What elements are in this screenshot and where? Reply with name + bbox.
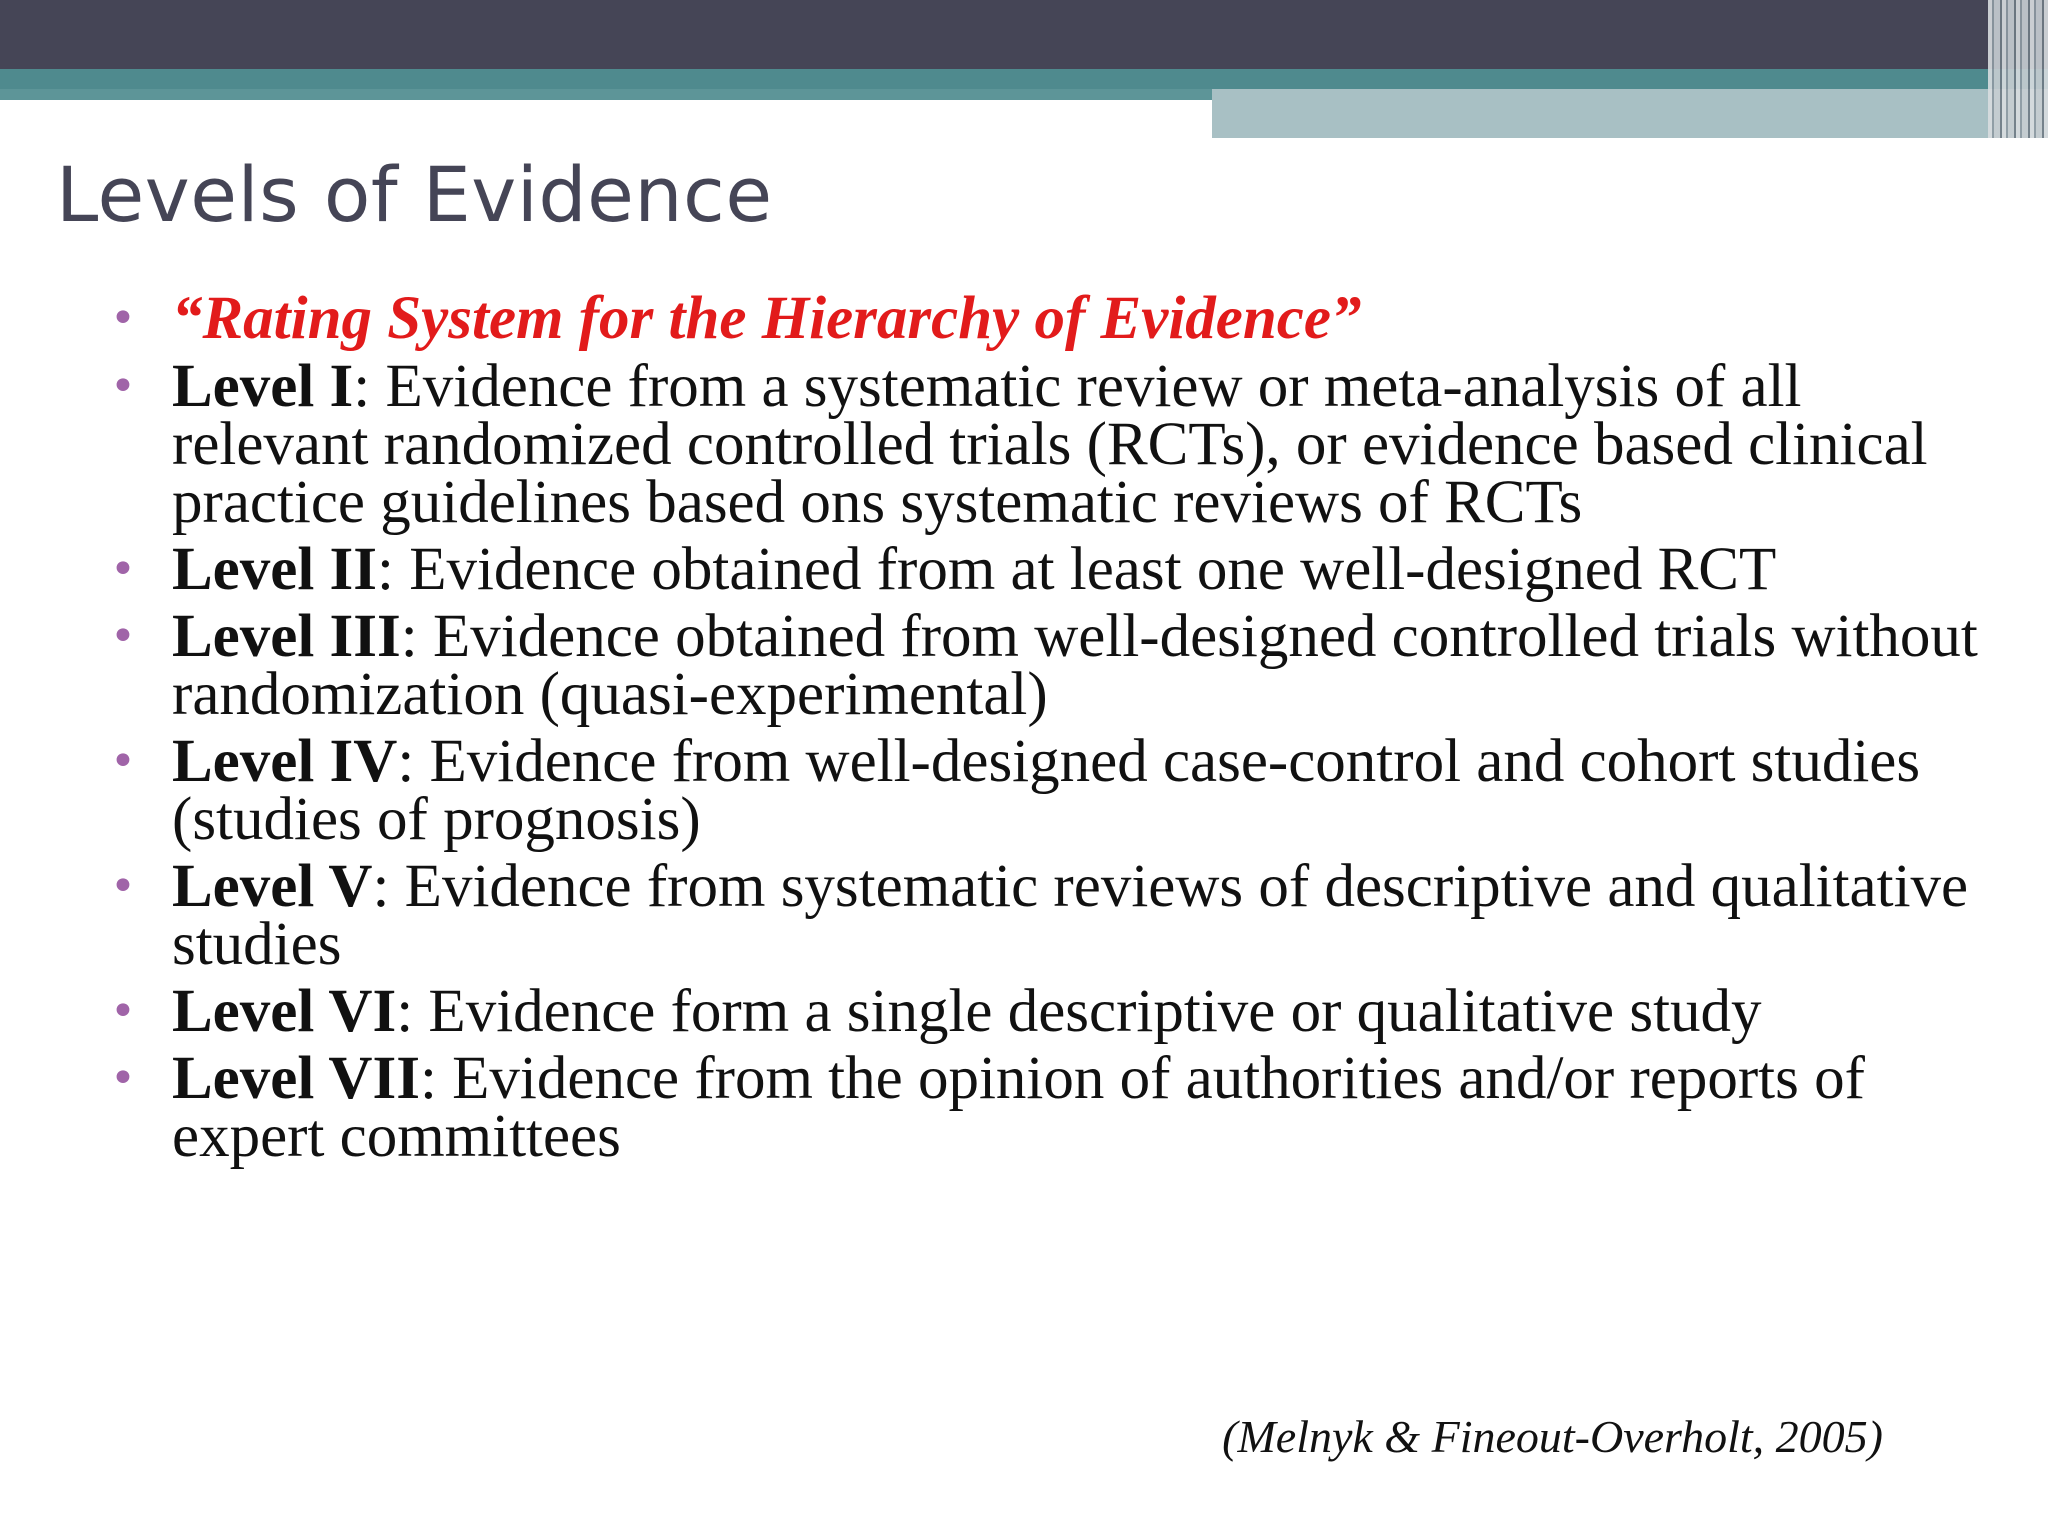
- level-label: Level III: [172, 603, 401, 670]
- slide-title: Levels of Evidence: [56, 150, 773, 239]
- bullet-icon: •: [110, 861, 136, 912]
- level-label: Level II: [172, 536, 378, 603]
- list-item-level-2: [110, 536, 1990, 603]
- list-item-level-3: [110, 603, 1990, 728]
- bullet-icon: •: [110, 293, 136, 344]
- bullet-icon: •: [110, 986, 136, 1037]
- list-item-headline: [110, 285, 1990, 352]
- level-description: : Evidence obtained from well-designed controlled trials without randomization (quasi-experimental): [172, 603, 1978, 728]
- level-description: : Evidence from the opinion of authorities and/or reports of expert committees: [172, 1045, 1865, 1170]
- level-label: Level I: [172, 353, 354, 420]
- bullet-icon: •: [110, 611, 136, 662]
- citation: (Melnyk & Fineout-Overholt, 2005): [1222, 1411, 1883, 1462]
- level-description: : Evidence obtained from at least one well-designed RCT: [377, 536, 1777, 603]
- header-bar-dark: [0, 0, 2048, 69]
- level-description: : Evidence from a systematic review or meta-analysis of all relevant randomized controlled trials (RCTs), or evidence based clinical practice guidelines based ons systematic reviews of RCTs: [172, 353, 1928, 536]
- header-bar-light: [1212, 89, 2048, 138]
- level-description: : Evidence from systematic reviews of descriptive and qualitative studies: [172, 853, 1969, 978]
- list-item-level-6: [110, 978, 1990, 1045]
- evidence-list: [110, 285, 1990, 1175]
- level-description: : Evidence from well-designed case-control and cohort studies (studies of prognosis): [172, 728, 1921, 853]
- level-description: : Evidence form a single descriptive or qualitative study: [396, 978, 1762, 1045]
- headline-text: “Rating System for the Hierarchy of Evidence”: [172, 285, 1362, 352]
- header-bar-teal: [0, 69, 2048, 89]
- list-item-level-4: [110, 728, 1990, 853]
- header-bar-teal-thin: [0, 89, 1212, 100]
- list-item-level-5: [110, 853, 1990, 978]
- level-label: Level V: [172, 853, 373, 920]
- bullet-icon: •: [110, 736, 136, 787]
- list-item-level-7: [110, 1045, 1990, 1170]
- list-item-level-1: [110, 353, 1990, 536]
- level-label: Level VI: [172, 978, 397, 1045]
- level-label: Level VII: [172, 1045, 420, 1112]
- bullet-icon: •: [110, 1053, 136, 1104]
- bullet-icon: •: [110, 544, 136, 595]
- level-label: Level IV: [172, 728, 398, 795]
- bullet-icon: •: [110, 361, 136, 412]
- header-stripes-decoration: [1988, 0, 2048, 138]
